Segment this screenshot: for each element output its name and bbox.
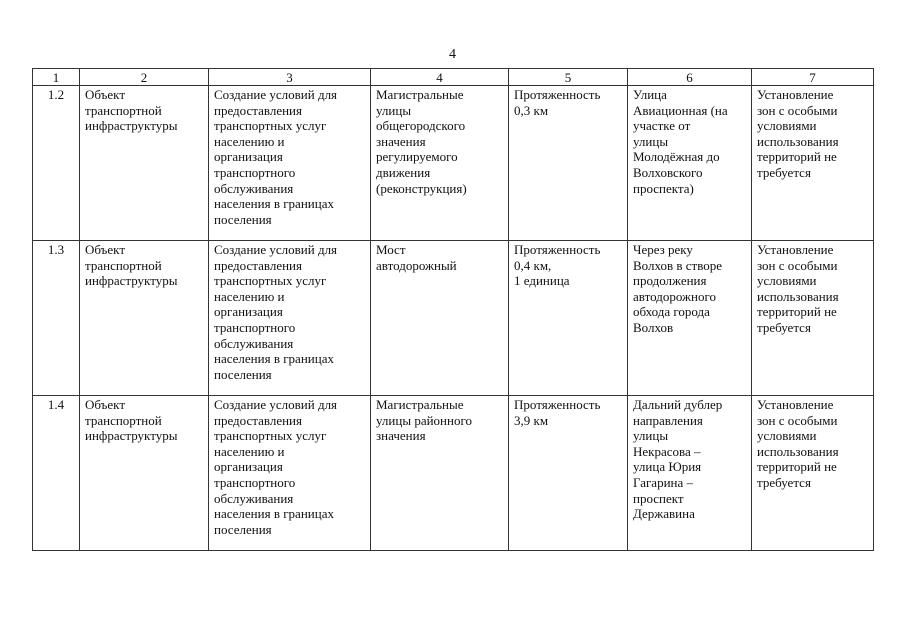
table-row	[33, 396, 874, 551]
table-row	[33, 241, 874, 396]
object-cell: Объект транспортной инфраструктуры	[80, 241, 209, 396]
table-row	[33, 86, 874, 241]
column-header: 7	[752, 69, 874, 86]
column-header: 6	[628, 69, 752, 86]
zones-cell: Установление зон с особыми условиями использования территорий не требуется	[752, 86, 874, 241]
location-cell: Дальний дублер направления улицы Некрасова – улица Юрия Гагарина – проспект Державина	[628, 396, 752, 551]
characteristics-cell: Протяженность 3,9 км	[509, 396, 628, 551]
page-number: 4	[449, 47, 456, 62]
type-cell: Мост автодорожный	[371, 241, 509, 396]
column-header: 3	[209, 69, 371, 86]
zones-cell: Установление зон с особыми условиями использования территорий не требуется	[752, 241, 874, 396]
row-number: 1.4	[33, 396, 80, 551]
type-cell: Магистральные улицы районного значения	[371, 396, 509, 551]
table-header-row	[33, 69, 874, 86]
characteristics-cell: Протяженность 0,3 км	[509, 86, 628, 241]
purpose-cell: Создание условий для предоставления транспортных услуг населению и организация транспортного обслуживания населения в границах поселения	[209, 396, 371, 551]
zones-cell: Установление зон с особыми условиями использования территорий не требуется	[752, 396, 874, 551]
location-cell: Улица Авиационная (на участке от улицы Молодёжная до Волховского проспекта)	[628, 86, 752, 241]
object-cell: Объект транспортной инфраструктуры	[80, 396, 209, 551]
purpose-cell: Создание условий для предоставления транспортных услуг населению и организация транспортного обслуживания населения в границах поселения	[209, 86, 371, 241]
document-table	[32, 68, 874, 551]
type-cell: Магистральные улицы общегородского значения регулируемого движения (реконструкция)	[371, 86, 509, 241]
column-header: 2	[80, 69, 209, 86]
column-header: 5	[509, 69, 628, 86]
row-number: 1.3	[33, 241, 80, 396]
column-header: 1	[33, 69, 80, 86]
purpose-cell: Создание условий для предоставления транспортных услуг населению и организация транспортного обслуживания населения в границах поселения	[209, 241, 371, 396]
row-number: 1.2	[33, 86, 80, 241]
characteristics-cell: Протяженность 0,4 км, 1 единица	[509, 241, 628, 396]
object-cell: Объект транспортной инфраструктуры	[80, 86, 209, 241]
location-cell: Через реку Волхов в створе продолжения автодорожного обхода города Волхов	[628, 241, 752, 396]
column-header: 4	[371, 69, 509, 86]
